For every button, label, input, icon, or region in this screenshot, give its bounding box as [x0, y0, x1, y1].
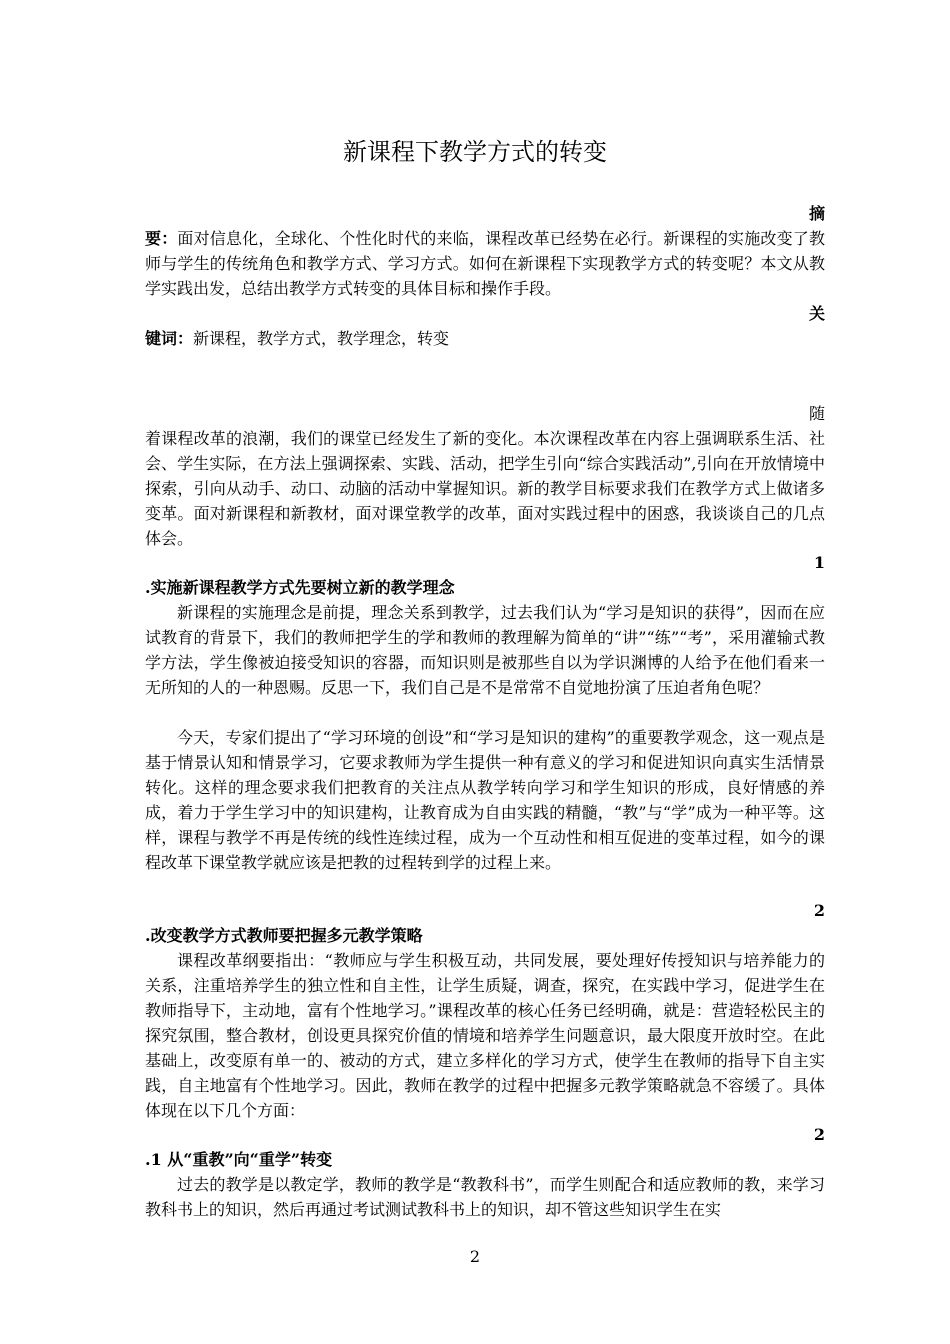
abstract-label-tail: 要：: [145, 229, 178, 248]
abstract-text: 面对信息化，全球化、个性化时代的来临，课程改革已经势在必行。新课程的实施改变了教师与学生的传统角色和教学方式、学习方式。如何在新课程下实现教学方式的转变呢？本文从教学实践出发，总结出教学方式转变的具体目标和操作手段。: [145, 229, 825, 298]
section2-number: 2: [813, 901, 825, 920]
section1-paragraph-2: 今天，专家们提出了“学习环境的创设”和“学习是知识的建构”的重要教学观念，这一观点是基于情景认知和情景学习，它要求教师为学生提供一种有意义的学习和促进知识向真实生活情景转化。这样的理念要求我们把教育的关注点从教学转向学习和学生知识的形成，良好情感的养成，着力于学生学习中的知识建构，让教育成为自由实践的精髓，“教”与“学”成为一种平等。这样，课程与教学不再是传统的线性连续过程，成为一个互动性和相互促进的变革过程，如今的课程改革下课堂教学就应该是把教的过程转到学的过程上来。: [145, 728, 825, 872]
keywords-paragraph: [145, 326, 825, 351]
page-number: 2: [469, 1247, 481, 1266]
page-title: 新课程下教学方式的转变: [343, 138, 607, 166]
abstract-label-head: 摘: [808, 204, 825, 223]
section1-paragraph-1: 新课程的实施理念是前提，理念关系到教学，过去我们认为“学习是知识的获得”，因而在应试教育的背景下，我们的教师把学生的学和教师的教理解为简单的“讲”“练”“考”，采用灌输式教学方法，学生像被迫接受知识的容器，而知识则是被那些自以为学识渊博的人给予在他们看来一无所知的人的一种恩赐。反思一下，我们自己是不是常常不自觉地扮演了压迫者角色呢？: [145, 603, 825, 697]
abstract-paragraph: [145, 226, 825, 301]
intro-paragraph: 着课程改革的浪潮，我们的课堂已经发生了新的变化。本次课程改革在内容上强调联系生活、社会、学生实际，在方法上强调探索、实践、活动，把学生引向“综合实践活动”,引向在开放情境中探索，引向从动手、动口、动脑的活动中掌握知识。新的教学目标要求我们在教学方式上做诸多变革。面对新课程和新教材，面对课堂教学的改革，面对实践过程中的困惑，我谈谈自己的几点体会。: [145, 429, 825, 548]
section21-heading: .1 从“重教”向“重学”转变: [145, 1150, 333, 1169]
section21-paragraph-1: 过去的教学是以教定学，教师的教学是“教教科书”，而学生则配合和适应教师的教，来学习教科书上的知识，然后再通过考试测试教科书上的知识，却不管这些知识学生在实: [145, 1175, 825, 1219]
section2-paragraph-1: 课程改革纲要指出：“教师应与学生积极互动，共同发展，要处理好传授知识与培养能力的关系，注重培养学生的独立性和自主性，让学生质疑，调查，探究，在实践中学习，促进学生在教师指导下，主动地，富有个性地学习。”课程改革的核心任务已经明确，就是：营造轻松民主的探究氛围，整合教材，创设更具探究价值的情境和培养学生问题意识，最大限度开放时空。在此基础上，改变原有单一的、被动的方式，建立多样化的学习方式，使学生在教师的指导下自主实践，自主地富有个性地学习。因此，教师在教学的过程中把握多元教学策略就急不容缓了。具体体现在以下几个方面：: [145, 951, 825, 1120]
intro-first-char: 随: [808, 404, 825, 423]
keywords-label-head: 关: [808, 304, 825, 323]
keywords-label-tail: 键词：: [145, 329, 194, 348]
keywords-text: 新课程，教学方式，教学理念，转变: [193, 329, 450, 348]
section2-heading: .改变教学方式教师要把握多元教学策略: [145, 926, 423, 945]
section1-heading: .实施新课程教学方式先要树立新的教学理念: [145, 578, 455, 597]
section21-number: 2: [813, 1125, 825, 1144]
section1-number: 1: [813, 553, 825, 572]
